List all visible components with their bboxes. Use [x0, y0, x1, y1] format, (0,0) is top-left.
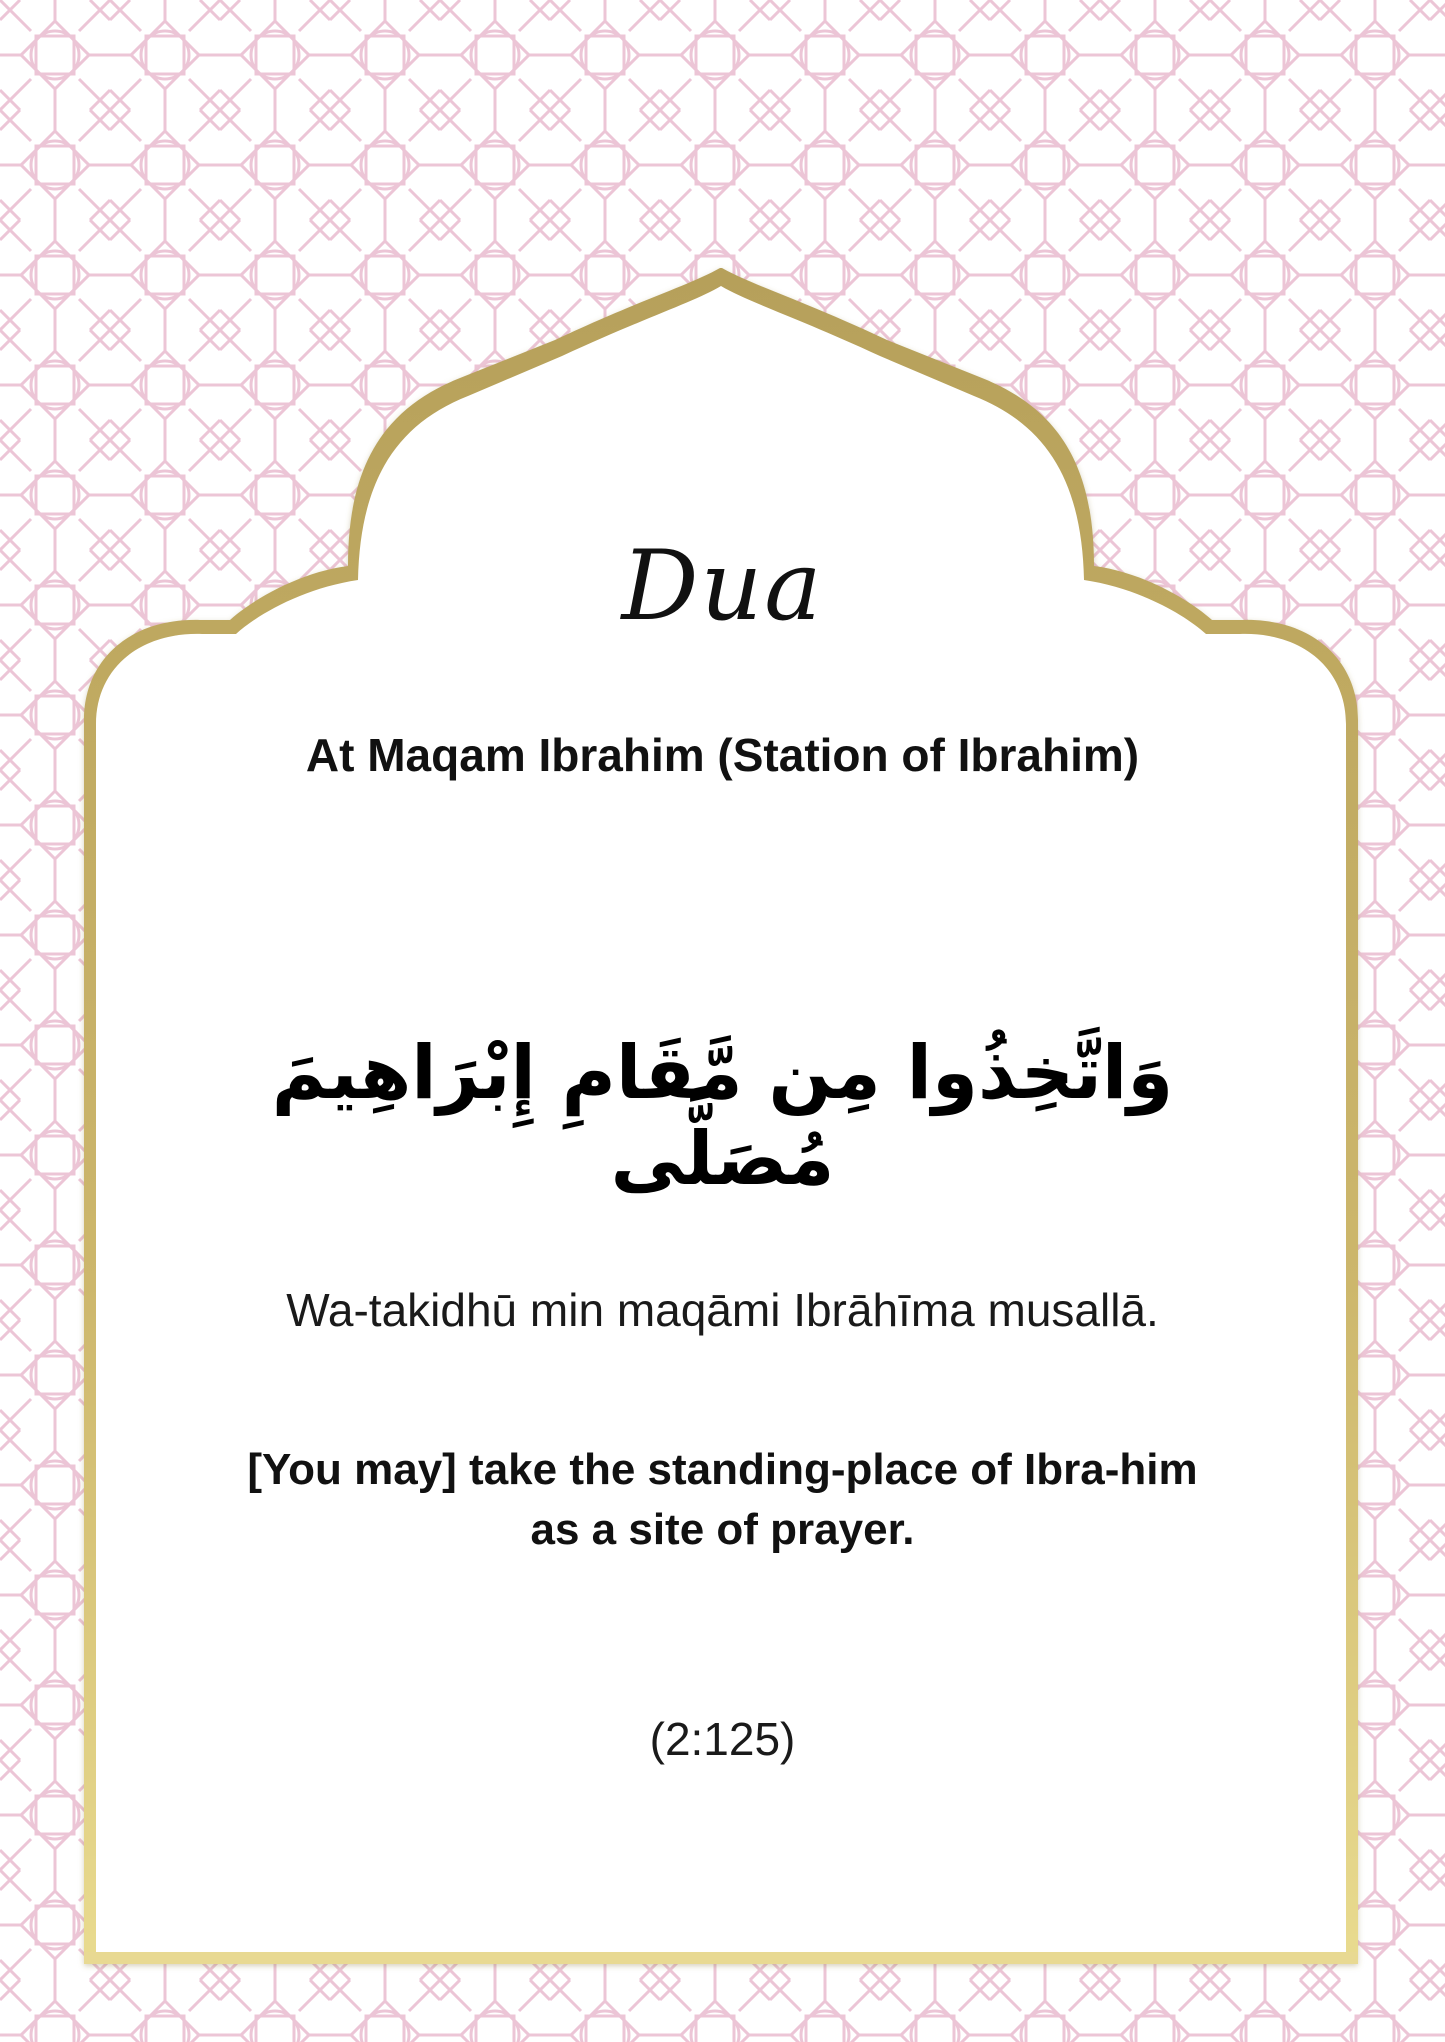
- arabic-verse: وَاتَّخِذُوا مِن مَّقَامِ إِبْرَاهِيمَ مُصَلًّى: [271, 1030, 1174, 1202]
- arch-base-rule: [84, 1952, 1358, 1964]
- english-translation: [You may] take the standing-place of Ibra-him as a site of prayer.: [247, 1445, 1198, 1554]
- dua-script-title: Dua: [621, 530, 824, 642]
- dua-subtitle: At Maqam Ibrahim (Station of Ibrahim): [305, 729, 1140, 781]
- transliteration: Wa-takidhū min maqāmi Ibrāhīma musallā.: [286, 1284, 1159, 1336]
- verse-reference: (2:125): [649, 1713, 796, 1765]
